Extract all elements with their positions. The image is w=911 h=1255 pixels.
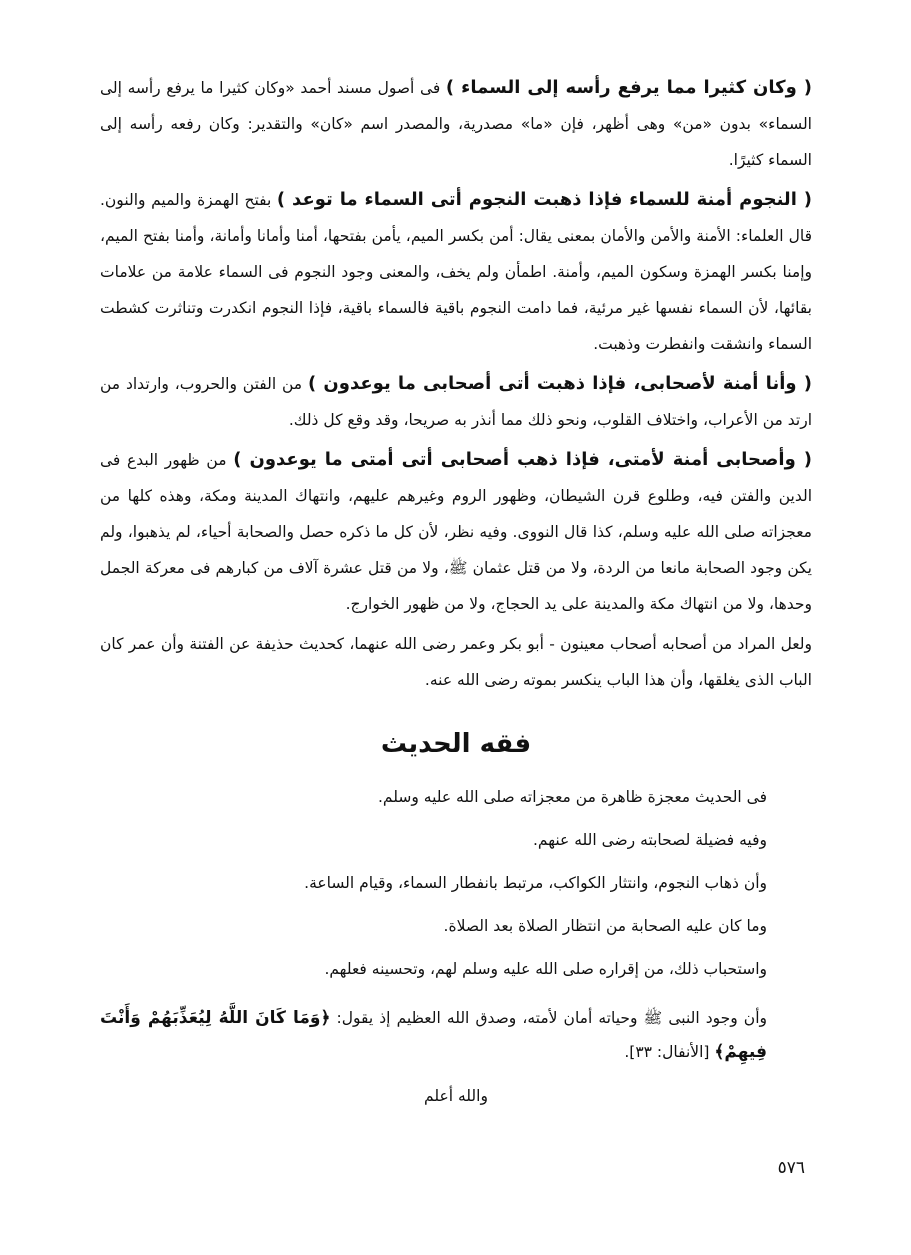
- section-title: فقه الحديث: [380, 729, 532, 759]
- page-number: ٥٧٦: [777, 1158, 805, 1178]
- fiqh-item-3: وأن ذهاب النجوم، وانتثار الكواكب، مرتبط بانفطار السماء، وقيام الساعة.: [304, 874, 767, 892]
- commentary-text-3: من الفتن والحروب، وارتداد من ارتد من الأعراب، واختلاف القلوب، ونحو ذلك مما أنذر به صريحا، وقد وقع كل ذلك.: [100, 375, 812, 429]
- fiqh-item-6: [100, 1001, 767, 1069]
- commentary-text-4: من ظهور البدع فى الدين والفتن فيه، وطلوع قرن الشيطان، وظهور الروم وغيرهم عليهم، وانتهاك المدينة ومكة، وهذه كلها من معجزاته صلى الله عليه وسلم، كذا قال النووى. وفيه نظر، لأن كل ما ذكره حصل والصحابة أحياء، لم يذهبوا، ولم يكن وجود الصحابة مانعا من الردة، ولا من قتل عثمان ﷺ، ولا من قتل عشرة آلاف من كبارهم فى معركة الجمل وحدها، ولا من انتهاك مكة والمدينة على يد الحجاج، ولا من ظهور الخوارج.: [100, 451, 812, 613]
- commentary-text-1: فى أصول مسند أحمد «وكان كثيرا ما يرفع رأسه إلى السماء» بدون «من» وهى أظهر، فإن «ما» مصدرية، والمصدر اسم «كان» والتقدير: وكان رفعه رأسه إلى السماء كثيرًا.: [100, 79, 812, 169]
- commentary-paragraph-4: [100, 442, 812, 622]
- fiqh-item-2: وفيه فضيلة لصحابته رضى الله عنهم.: [532, 831, 767, 849]
- commentary-paragraph-2: [100, 182, 812, 362]
- commentary-paragraph-5: [100, 626, 812, 698]
- commentary-paragraph-3: [100, 366, 812, 438]
- commentary-text-5: ولعل المراد من أصحابه أصحاب معينون - أبو بكر وعمر رضى الله عنهما، كحديث حذيفة عن الفتنة وأن عمر كان الباب الذى يغلقها، وأن هذا الباب ينكسر بموته رضى الله عنه.: [100, 635, 812, 689]
- quran-verse: ﴿وَمَا كَانَ اللَّهُ لِيُعَذِّبَهُمْ وَأَنْتَ فِيهِمْ﴾: [100, 1008, 767, 1062]
- fiqh-item-1: فى الحديث معجزة ظاهرة من معجزاته صلى الله عليه وسلم.: [377, 788, 767, 806]
- fiqh-list: [100, 786, 812, 1069]
- closing-phrase: والله أعلم: [424, 1087, 488, 1105]
- hadith-quote-3: ( وأنا أمنة لأصحابى، فإذا ذهبت أتى أصحابى ما يوعدون ): [308, 373, 812, 394]
- commentary-paragraph-1: [100, 70, 812, 178]
- hadith-quote-2: ( النجوم أمنة للسماء فإذا ذهبت النجوم أتى السماء ما توعد ): [276, 189, 812, 210]
- quran-reference: [الأنفال: ٣٣].: [624, 1043, 710, 1061]
- page-content: [100, 70, 812, 1111]
- hadith-quote-4: ( وأصحابى أمنة لأمتى، فإذا ذهب أصحابى أتى أمتى ما يوعدون ): [233, 449, 813, 470]
- hadith-quote-1: ( وكان كثيرا مما يرفع رأسه إلى السماء ): [445, 77, 812, 98]
- fiqh-item-6-text: وأن وجود النبى ﷺ وحياته أمان لأمته، وصدق الله العظيم إذ يقول:: [336, 1009, 767, 1027]
- fiqh-item-5: واستحباب ذلك، من إقراره صلى الله عليه وسلم لهم، وتحسينه فعلهم.: [324, 960, 767, 978]
- commentary-text-2: بفتح الهمزة والميم والنون. قال العلماء: الأمنة والأمن والأمان بمعنى يقال: أمن بكسر الميم، يأمن بفتحها، أمنا وأمانا وأمانة، وأمنا بفتح الميم، وإمنا بكسر الهمزة وسكون الميم، وأمنة. اطمأن ولم يخف، والمعنى وجود النجوم فى السماء علامة من علامات بقائها، لأن السماء نفسها غير مرئية، فما دامت النجوم باقية فالسماء باقية، فإذا النجوم انكدرت وتناثرت كشطت السماء وانشقت وانفطرت وذهبت.: [100, 191, 812, 353]
- fiqh-item-4: وما كان عليه الصحابة من انتظار الصلاة بعد الصلاة.: [443, 917, 767, 935]
